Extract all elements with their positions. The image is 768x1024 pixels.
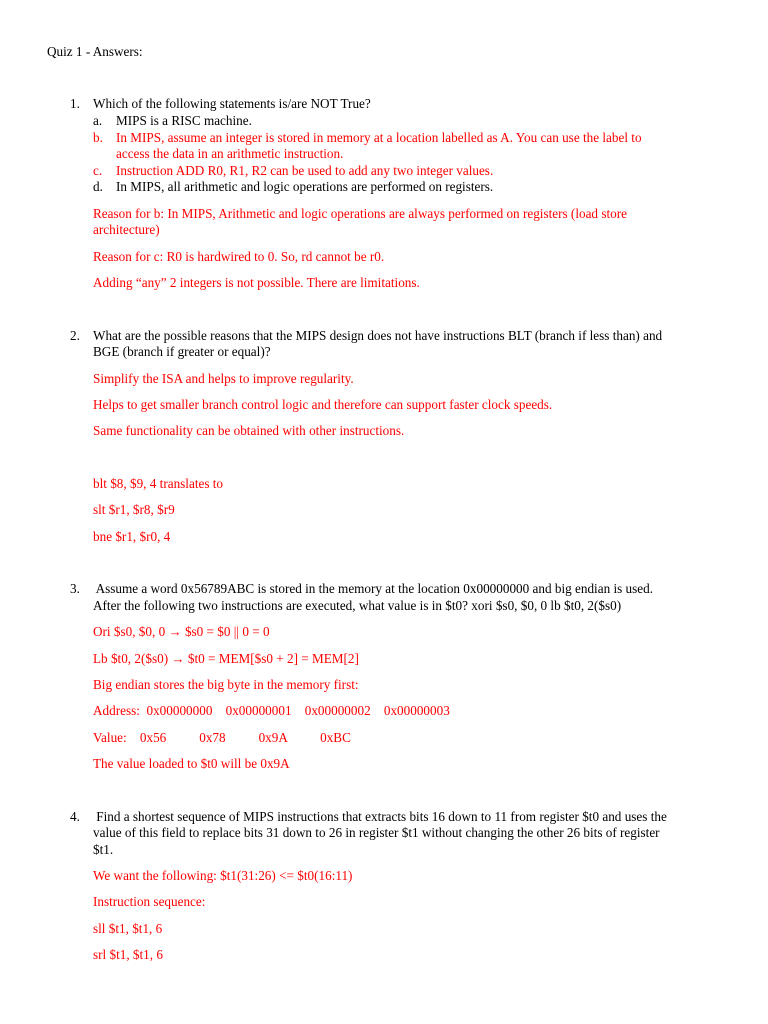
question-4-text-line1: Find a shortest sequence of MIPS instructions that extracts bits 16 down to 11 from register $t0 and uses the	[93, 809, 667, 824]
q3-value-row: Value: 0x56 0x78 0x9A 0xBC	[93, 730, 351, 745]
question-1-number: 1.	[70, 96, 80, 111]
q2-answer-line1: Simplify the ISA and helps to improve regularity.	[93, 371, 354, 386]
page-title: Quiz 1 - Answers:	[47, 44, 143, 59]
q3-answer-line3: Big endian stores the big byte in the memory first:	[93, 677, 359, 692]
question-1-text: Which of the following statements is/are NOT True?	[93, 96, 371, 111]
q2-answer-line6: bne $r1, $r0, 4	[93, 529, 171, 544]
q1-option-b-text-line2: access the data in an arithmetic instruction.	[116, 146, 344, 161]
q1-answer-line2: architecture)	[93, 222, 160, 237]
q2-answer-line3: Same functionality can be obtained with other instructions.	[93, 423, 405, 438]
q4-answer-line2: Instruction sequence:	[93, 894, 206, 909]
question-3-text-line2: After the following two instructions are executed, what value is in $t0? xori $s0, $0, 0 lb $t0, 2($s0)	[93, 598, 622, 613]
q1-option-b-letter: b.	[93, 130, 103, 145]
q1-option-d-text: In MIPS, all arithmetic and logic operations are performed on registers.	[116, 179, 494, 194]
question-2-text-line2: BGE (branch if greater or equal)?	[93, 344, 271, 359]
q4-answer-line4: srl $t1, $t1, 6	[93, 947, 163, 962]
q2-answer-line4: blt $8, $9, 4 translates to	[93, 476, 224, 491]
q3-answer-line2: Lb $t0, 2($s0) → $t0 = MEM[$s0 + 2] = MEM[2]	[93, 651, 359, 666]
q1-option-c-text: Instruction ADD R0, R1, R2 can be used to add any two integer values.	[116, 163, 494, 178]
question-3-number: 3.	[70, 581, 80, 596]
q1-option-d-letter: d.	[93, 179, 103, 194]
question-2-text-line1: What are the possible reasons that the MIPS design does not have instructions BLT (branch if less than) and	[93, 328, 663, 343]
q1-answer-line1: Reason for b: In MIPS, Arithmetic and logic operations are always performed on registers (load store	[93, 206, 627, 221]
q2-answer-line5: slt $r1, $r8, $r9	[93, 502, 175, 517]
q3-address-row: Address: 0x00000000 0x00000001 0x00000002 0x00000003	[93, 703, 450, 718]
q1-option-a-letter: a.	[93, 113, 103, 128]
question-2-number: 2.	[70, 328, 80, 343]
q1-option-a-text: MIPS is a RISC machine.	[116, 113, 252, 128]
q4-answer-line3: sll $t1, $t1, 6	[93, 921, 163, 936]
question-3-text-line1: Assume a word 0x56789ABC is stored in the memory at the location 0x00000000 and big endian is used.	[93, 581, 654, 596]
question-4-number: 4.	[70, 809, 80, 824]
q1-option-b-text-line1: In MIPS, assume an integer is stored in memory at a location labelled as A. You can use the label to	[116, 130, 642, 145]
question-4-text-line3: $t1.	[93, 842, 114, 857]
q3-answer-line6: The value loaded to $t0 will be 0x9A	[93, 756, 290, 771]
q2-answer-line2: Helps to get smaller branch control logic and therefore can support faster clock speeds.	[93, 397, 553, 412]
q3-answer-line1: Ori $s0, $0, 0 → $s0 = $0 || 0 = 0	[93, 624, 270, 639]
q1-option-c-letter: c.	[93, 163, 103, 178]
q4-answer-line1: We want the following: $t1(31:26) <= $t0(16:11)	[93, 868, 353, 883]
q1-answer-line3: Reason for c: R0 is hardwired to 0. So, rd cannot be r0.	[93, 249, 385, 264]
q1-answer-line4: Adding “any” 2 integers is not possible. There are limitations.	[93, 275, 420, 290]
question-4-text-line2: value of this field to replace bits 31 down to 26 in register $t1 without changing the other 26 bits of register	[93, 825, 660, 840]
